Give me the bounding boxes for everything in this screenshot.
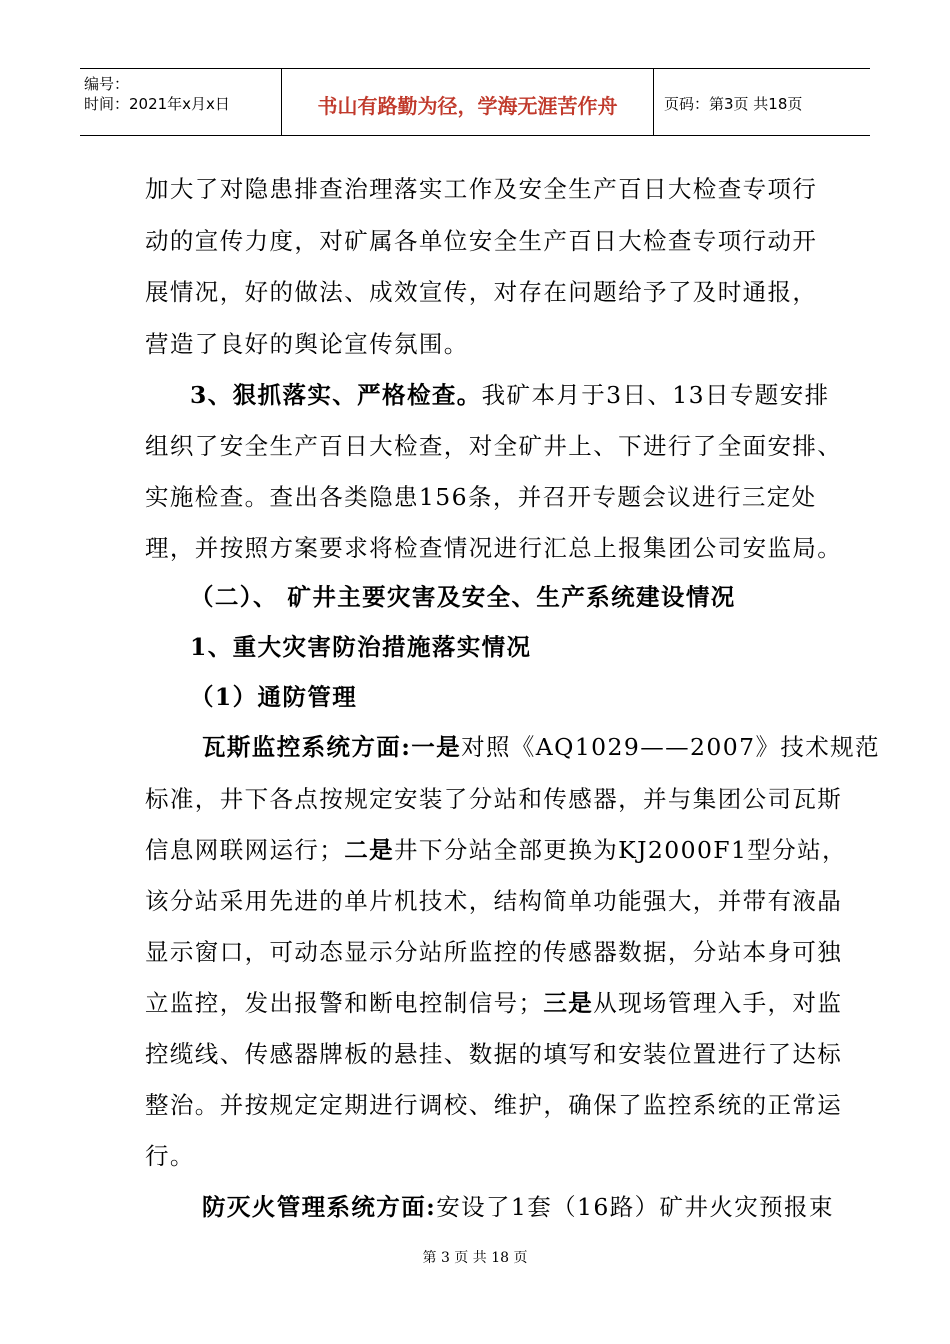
number-label: 编号：: [84, 75, 130, 93]
page-footer: 第 3 页 共 18 页: [422, 1250, 528, 1266]
paragraph-line: 理，并按照方案要求将检查情况进行汇总上报集团公司安监局。: [145, 534, 843, 562]
subsection-heading: 1、重大灾害防治措施落实情况: [190, 633, 532, 661]
header-page-info: 页码：第3页 共18页: [664, 95, 803, 113]
paragraph-line: [145, 831, 847, 865]
paragraph-heading: 3、狠抓落实、严格检查。: [190, 381, 482, 409]
paragraph-line: 实施检查。查出各类隐患156条，并召开专题会议进行三定处: [145, 483, 817, 511]
paragraph-line: 行。: [145, 1142, 195, 1170]
paragraph-text: 信息网联网运行；: [145, 836, 345, 864]
paragraph-line: 展情况，好的做法、成效宣传，对存在问题给予了及时通报，: [145, 278, 818, 306]
subsubsection-heading: （1）通防管理: [190, 683, 358, 711]
header-motto: 书山有路勤为径，学海无涯苦作舟: [317, 94, 618, 118]
paragraph-text: 安设了1套（16路）矿井火灾预报束: [436, 1193, 834, 1221]
paragraph-line: 营造了良好的舆论宣传氛围。: [145, 330, 469, 358]
paragraph-line: [190, 376, 830, 410]
paragraph-text: 立监控，发出报警和断电控制信号；: [145, 989, 544, 1017]
header-page-cell: [654, 69, 870, 135]
paragraph-line: 动的宣传力度，对矿属各单位安全生产百日大检查专项行动开: [145, 227, 818, 255]
paragraph-line: 该分站采用先进的单片机技术，结构简单功能强大，并带有液晶: [145, 887, 843, 915]
ordinal-second: 二是: [344, 836, 395, 864]
paragraph-line: 控缆线、传感器牌板的悬挂、数据的填写和安装位置进行了达标: [145, 1040, 843, 1068]
header-meta-cell: [80, 69, 282, 135]
paragraph-text: 我矿本月于3日、13日专题安排: [481, 381, 830, 409]
paragraph-text: 井下分站全部更换为KJ2000F1型分站，: [394, 836, 847, 864]
paragraph-text: 对照《AQ1029——2007》技术规范: [461, 733, 880, 761]
paragraph-lead: 瓦斯监控系统方面:: [202, 733, 412, 761]
paragraph-line: 组织了安全生产百日大检查，对全矿井上、下进行了全面安排、: [145, 432, 843, 460]
paragraph-line: [145, 984, 842, 1018]
paragraph-lead: 防灭火管理系统方面:: [202, 1193, 437, 1221]
paragraph-line: 整治。并按规定定期进行调校、维护，确保了监控系统的正常运: [145, 1091, 843, 1119]
page-header: [80, 68, 870, 136]
ordinal-first: 一是: [411, 733, 462, 761]
paragraph-text: 从现场管理入手，对监: [593, 989, 843, 1017]
paragraph-line: 加大了对隐患排查治理落实工作及安全生产百日大检查专项行: [145, 175, 818, 203]
section-heading: （二）、 矿井主要灾害及安全、生产系统建设情况: [190, 583, 736, 611]
ordinal-third: 三是: [543, 989, 594, 1017]
paragraph-line: [202, 728, 880, 762]
time-label: 时间：2021年x月x日: [84, 95, 230, 113]
header-motto-cell: [282, 69, 654, 135]
paragraph-line: 显示窗口，可动态显示分站所监控的传感器数据，分站本身可独: [145, 938, 843, 966]
paragraph-line: 标准，井下各点按规定安装了分站和传感器，并与集团公司瓦斯: [145, 785, 843, 813]
paragraph-line: [202, 1188, 834, 1222]
